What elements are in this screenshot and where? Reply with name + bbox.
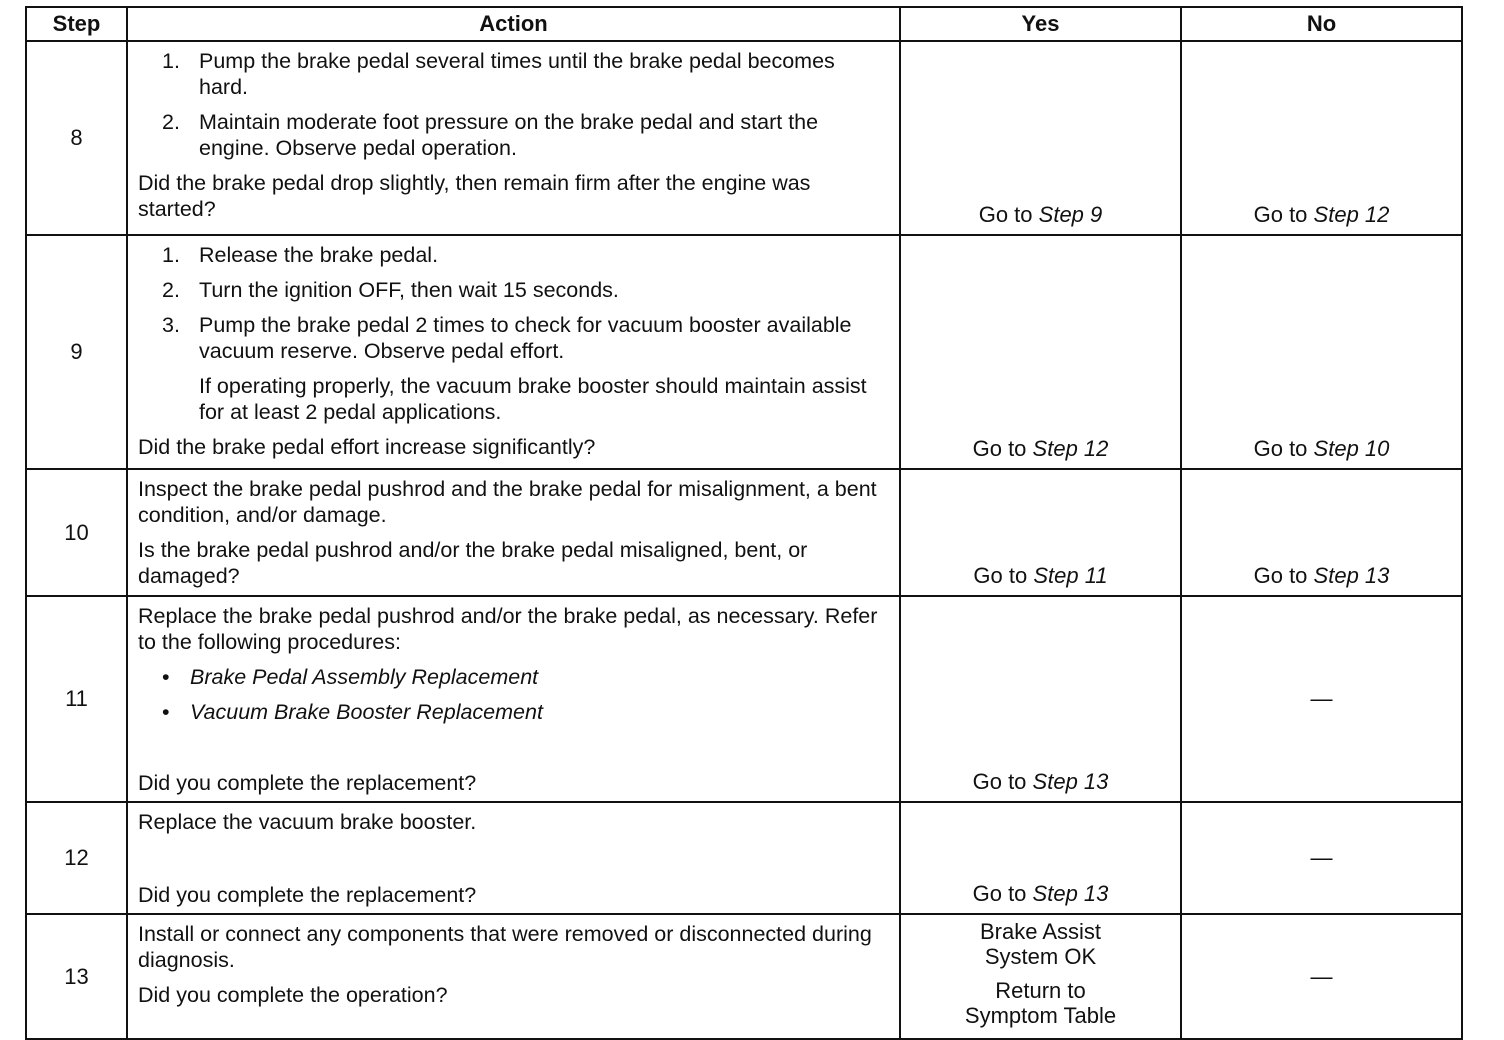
action-cell bbox=[127, 235, 900, 469]
step-number: 13 bbox=[26, 914, 127, 1039]
list-item: 3. Pump the brake pedal 2 times to check for vacuum booster available vacuum reserve. Observe pedal effort. bbox=[162, 313, 852, 363]
table-row bbox=[26, 802, 1462, 914]
action-cell bbox=[127, 596, 900, 802]
question-text: Did you complete the operation? bbox=[138, 983, 448, 1007]
procedure-link-text: Brake Pedal Assembly Replacement bbox=[190, 665, 539, 689]
action-cell bbox=[127, 41, 900, 235]
yes-result: Go to Step 11 bbox=[900, 469, 1181, 596]
question-text: Did you complete the replacement? bbox=[138, 771, 477, 795]
no-result: Go to Step 13 bbox=[1181, 469, 1462, 596]
question-text: Is the brake pedal pushrod and/or the brake pedal misaligned, bent, or damaged? bbox=[138, 538, 808, 588]
table-row bbox=[26, 596, 1462, 802]
note-text: If operating properly, the vacuum brake booster should maintain assist for at least 2 pedal applications. bbox=[199, 374, 867, 424]
instruction-text: Replace the brake pedal pushrod and/or the brake pedal, as necessary. Refer to the following procedures: bbox=[138, 604, 878, 654]
no-result: — bbox=[1181, 802, 1462, 914]
yes-result: Go to Step 13 bbox=[900, 596, 1181, 802]
step-number: 9 bbox=[26, 235, 127, 469]
step-number: 8 bbox=[26, 41, 127, 235]
list-item: 1. Release the brake pedal. bbox=[162, 243, 439, 267]
list-item: 2. Turn the ignition OFF, then wait 15 seconds. bbox=[162, 278, 619, 302]
yes-result: Brake Assist System OK Return to Symptom Table bbox=[900, 914, 1181, 1039]
no-result: Go to Step 10 bbox=[1181, 235, 1462, 469]
question-text: Did you complete the replacement? bbox=[138, 883, 477, 907]
no-result: Go to Step 12 bbox=[1181, 41, 1462, 235]
header-step: Step bbox=[26, 7, 127, 41]
step-number: 10 bbox=[26, 469, 127, 596]
list-item bbox=[162, 699, 889, 725]
list-item: 2. Maintain moderate foot pressure on the brake pedal and start the engine. Observe pedal operation. bbox=[162, 110, 819, 160]
header-no: No bbox=[1181, 7, 1462, 41]
bullet-icon: • bbox=[162, 665, 170, 689]
no-result: — bbox=[1181, 596, 1462, 802]
yes-result: Go to Step 12 bbox=[900, 235, 1181, 469]
instruction-text: Install or connect any components that were removed or disconnected during diagnosis. bbox=[138, 922, 872, 972]
header-row bbox=[26, 7, 1462, 41]
step-number: 11 bbox=[26, 596, 127, 802]
list-item bbox=[162, 664, 889, 690]
action-cell bbox=[127, 469, 900, 596]
instruction-text: Replace the vacuum brake booster. bbox=[138, 810, 477, 834]
table-row bbox=[26, 914, 1462, 1039]
question-text: Did the brake pedal effort increase significantly? bbox=[138, 435, 596, 459]
step-number: 12 bbox=[26, 802, 127, 914]
question-text: Did the brake pedal drop slightly, then remain firm after the engine was started? bbox=[138, 171, 811, 221]
header-yes: Yes bbox=[900, 7, 1181, 41]
table-row bbox=[26, 41, 1462, 235]
action-cell bbox=[127, 802, 900, 914]
diagnostic-table bbox=[25, 6, 1463, 1040]
header-action: Action bbox=[127, 7, 900, 41]
no-result: — bbox=[1181, 914, 1462, 1039]
procedure-link-text: Vacuum Brake Booster Replacement bbox=[190, 700, 543, 724]
list-item: 1. Pump the brake pedal several times until the brake pedal becomes hard. bbox=[162, 49, 835, 99]
table-row bbox=[26, 235, 1462, 469]
yes-result: Go to Step 9 bbox=[900, 41, 1181, 235]
bullet-icon: • bbox=[162, 700, 170, 724]
action-cell bbox=[127, 914, 900, 1039]
yes-result: Go to Step 13 bbox=[900, 802, 1181, 914]
instruction-text: Inspect the brake pedal pushrod and the brake pedal for misalignment, a bent condition, and/or damage. bbox=[138, 477, 877, 527]
table-row bbox=[26, 469, 1462, 596]
